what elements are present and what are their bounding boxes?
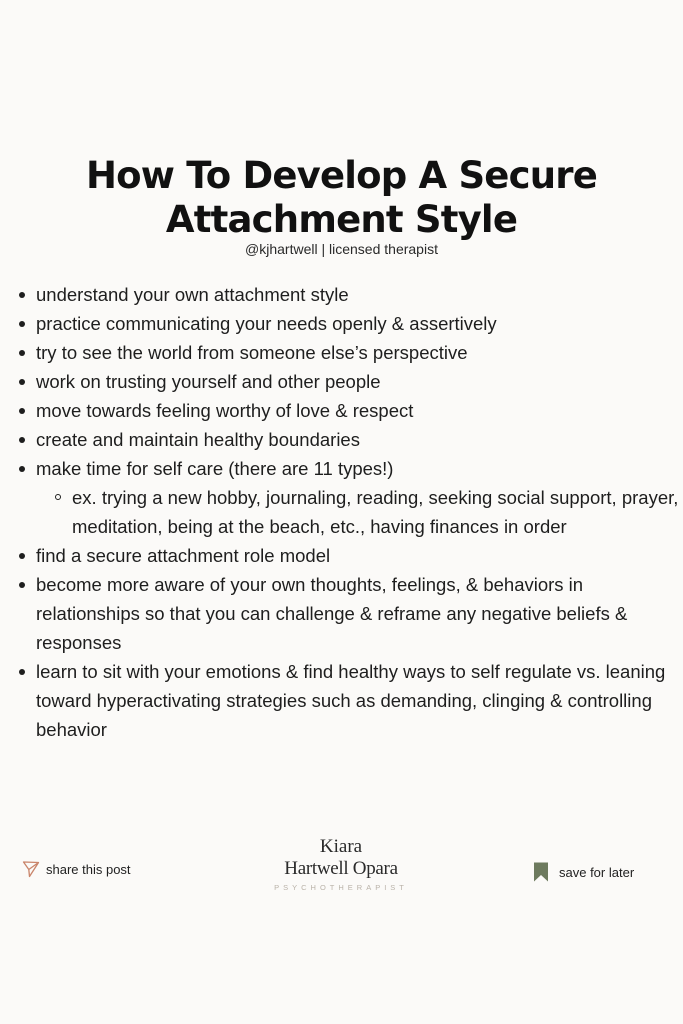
- share-button[interactable]: [22, 860, 131, 878]
- bookmark-icon: [533, 862, 549, 882]
- page-title: [0, 154, 683, 242]
- logo-last-name: Hartwell Opara: [284, 858, 398, 879]
- logo-tagline: PSYCHOTHERAPIST: [274, 883, 408, 892]
- title-line-1: How To Develop A Secure: [85, 154, 598, 197]
- list-item-text: make time for self care (there are 11 types!): [36, 458, 394, 479]
- share-label: share this post: [46, 861, 131, 877]
- sub-list-item: ex. trying a new hobby, journaling, reading, seeking social support, prayer, meditation, being at the beach, etc., having finances in order: [72, 483, 682, 541]
- list-item: work on trusting yourself and other people: [36, 367, 682, 396]
- list-item: create and maintain healthy boundaries: [36, 425, 682, 454]
- list-item: practice communicating your needs openly & assertively: [36, 309, 682, 338]
- list-item: understand your own attachment style: [36, 280, 682, 309]
- save-label: save for later: [559, 864, 635, 880]
- list-item: learn to sit with your emotions & find healthy ways to self regulate vs. leaning toward hyperactivating strategies such as demanding, clinging & controlling behavior: [36, 657, 682, 744]
- sub-list: [36, 483, 682, 541]
- save-button[interactable]: [533, 862, 634, 882]
- brand-logo: [241, 836, 441, 893]
- list-item: become more aware of your own thoughts, feelings, & behaviors in relationships so that you can challenge & reframe any negative beliefs & responses: [36, 570, 682, 657]
- author-handle: @kjhartwell | licensed therapist: [245, 241, 438, 257]
- paper-plane-icon: [22, 860, 40, 878]
- list-item: find a secure attachment role model: [36, 541, 682, 570]
- logo-first-name: Kiara: [319, 836, 363, 857]
- title-line-2: Attachment Style: [165, 198, 518, 241]
- list-item: move towards feeling worthy of love & respect: [36, 396, 682, 425]
- list-item-with-sublist: [36, 454, 682, 541]
- list-item: try to see the world from someone else’s perspective: [36, 338, 682, 367]
- tips-list: [36, 280, 682, 744]
